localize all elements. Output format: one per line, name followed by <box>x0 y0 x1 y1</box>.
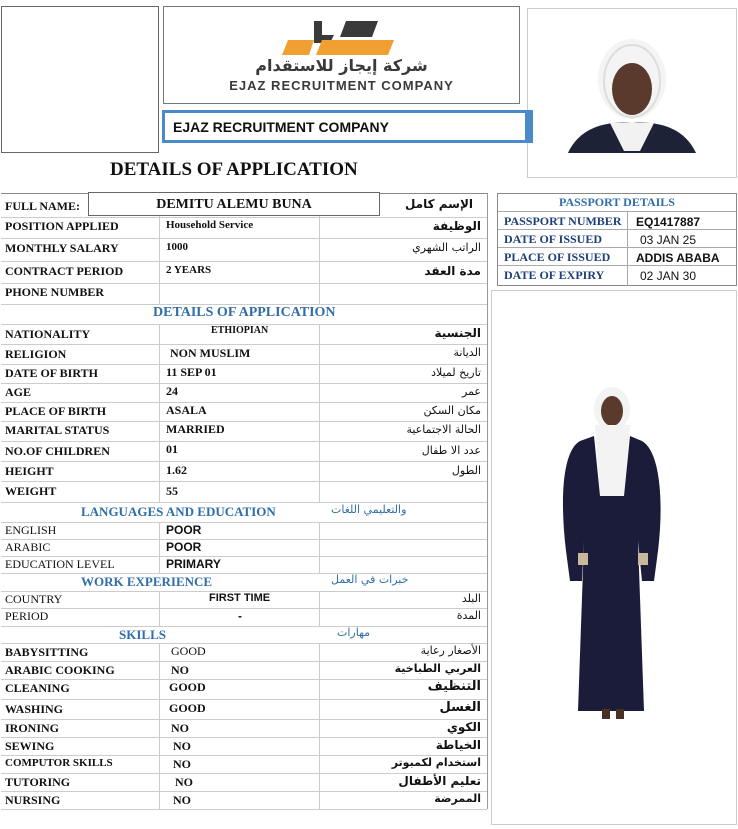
logo-arabic-text: شركة إيجاز للاستقدام <box>255 56 428 75</box>
portrait-image-icon <box>528 9 736 177</box>
passport-row <box>498 265 736 286</box>
table-row <box>1 608 487 627</box>
row-label: ENGLISH <box>5 523 57 537</box>
table-row <box>1 441 487 462</box>
row-arabic: الجنسية <box>434 326 481 340</box>
row-arabic: عدد الا طفال <box>421 444 481 457</box>
full-body-photo <box>491 290 737 825</box>
row-label: MARITAL STATUS <box>5 423 110 437</box>
row-arabic: الديانة <box>453 346 481 359</box>
row-arabic: مكان السكن <box>423 404 481 417</box>
full-name-arabic: الإسم كامل <box>404 197 473 211</box>
skill-row <box>1 699 487 720</box>
skill-label: BABYSITTING <box>5 645 89 659</box>
skill-arabic: التنظيف <box>427 679 481 694</box>
row-label: RELIGION <box>5 347 67 361</box>
row-label: AGE <box>5 385 32 399</box>
full-body-image-icon <box>492 291 736 824</box>
grid-divider <box>159 324 160 502</box>
row-value: POOR <box>166 523 202 537</box>
full-name-value: DEMITU ALEMU BUNA <box>88 192 380 216</box>
full-name-label: FULL NAME: <box>5 199 80 213</box>
skill-arabic: تعليم الأطفال <box>398 774 481 788</box>
row-value: FIRST TIME <box>209 592 271 604</box>
row-label: CONTRACT PERIOD <box>5 264 124 278</box>
passport-value: 02 JAN 30 <box>640 269 697 283</box>
passport-label: PASSPORT NUMBER <box>504 214 622 228</box>
skill-label: COMPUTOR SKILLS <box>5 757 113 769</box>
languages-section-header <box>1 502 487 523</box>
skills-header-text: SKILLS <box>119 627 166 642</box>
row-arabic: الراتب الشهري <box>412 241 481 254</box>
portrait-photo <box>527 8 737 178</box>
skill-row <box>1 755 487 774</box>
languages-header-text: LANGUAGES AND EDUCATION <box>81 504 276 519</box>
skill-label: NURSING <box>5 793 61 807</box>
passport-value: 03 JAN 25 <box>640 233 697 247</box>
skill-value: NO <box>173 793 191 807</box>
skill-arabic: العربي الطباخية <box>394 662 481 675</box>
table-row <box>1 556 487 574</box>
skill-arabic: استخدام لكمبوتر <box>391 756 481 769</box>
row-label: HEIGHT <box>5 464 54 478</box>
skill-value: NO <box>173 739 191 753</box>
row-label: PLACE OF BIRTH <box>5 404 107 418</box>
grid-divider <box>159 216 160 304</box>
row-value: PRIMARY <box>166 557 221 571</box>
passport-value: ADDIS ABABA <box>636 251 720 265</box>
skill-value: GOOD <box>171 644 206 658</box>
row-value: 1.62 <box>166 463 187 477</box>
skill-row <box>1 719 487 738</box>
table-row <box>1 238 487 262</box>
table-row <box>1 344 487 365</box>
table-row <box>1 591 487 609</box>
blank-photo-frame <box>1 6 159 153</box>
row-arabic: الحالة الاجتماعية <box>406 423 481 436</box>
page-title: DETAILS OF APPLICATION <box>110 159 358 180</box>
row-value: ASALA <box>166 403 207 417</box>
details-header-text: DETAILS OF APPLICATION <box>153 305 336 320</box>
table-row <box>1 324 487 345</box>
passport-row <box>498 247 736 266</box>
skill-arabic: الخياطة <box>435 738 481 752</box>
grid-divider <box>319 324 320 502</box>
grid-divider <box>159 643 160 809</box>
row-value: 2 YEARS <box>166 264 212 276</box>
table-row <box>1 481 487 503</box>
work-section-header <box>1 573 487 592</box>
skill-label: IRONING <box>5 721 60 735</box>
row-value: 24 <box>166 384 178 398</box>
table-row <box>1 539 487 557</box>
row-arabic: تاريخ لميلاد <box>431 366 481 379</box>
skill-row <box>1 737 487 756</box>
skill-row <box>1 643 487 662</box>
grid-divider <box>319 643 320 809</box>
languages-header-arabic: والتعليمي اللغات <box>331 503 407 516</box>
row-value: Household Service <box>166 219 254 231</box>
skill-arabic: الغسل <box>439 700 481 715</box>
row-label: ARABIC <box>5 540 51 554</box>
skills-header-arabic: مهارات <box>337 626 371 639</box>
row-value: - <box>238 609 242 623</box>
passport-details-table <box>497 193 737 286</box>
passport-row <box>498 211 736 230</box>
row-label: DATE OF BIRTH <box>5 366 98 380</box>
company-name-bar <box>162 110 528 143</box>
table-row <box>1 522 487 540</box>
skill-label: TUTORING <box>5 775 71 789</box>
row-value: 55 <box>166 484 178 498</box>
table-row <box>1 421 487 442</box>
row-label: MONTHLY SALARY <box>5 241 119 255</box>
table-row <box>1 402 487 422</box>
skill-value: NO <box>171 663 189 677</box>
row-value: 11 SEP 01 <box>166 365 217 379</box>
grid-divider <box>319 591 320 626</box>
skill-row <box>1 791 487 810</box>
skill-label: WASHING <box>5 702 64 716</box>
skill-row <box>1 679 487 700</box>
row-value: 1000 <box>166 241 188 253</box>
skill-value: NO <box>173 757 191 771</box>
row-arabic: المدة <box>456 609 481 622</box>
passport-label: PLACE OF ISSUED <box>504 250 611 264</box>
skill-label: CLEANING <box>5 681 70 695</box>
row-value: 01 <box>166 442 178 456</box>
row-label: EDUCATION LEVEL <box>5 557 115 571</box>
passport-value: EQ1417887 <box>636 215 701 229</box>
grid-divider <box>159 522 160 573</box>
passport-label: DATE OF EXPIRY <box>504 268 605 282</box>
skill-value: GOOD <box>169 701 206 715</box>
row-label: NO.OF CHILDREN <box>5 444 110 458</box>
table-row <box>1 364 487 384</box>
row-arabic: الوظيفة <box>432 219 481 233</box>
skills-section-header <box>1 626 487 644</box>
skill-label: SEWING <box>5 739 55 753</box>
full-name-row <box>1 193 487 218</box>
logo-english-text: EJAZ RECRUITMENT COMPANY <box>229 78 454 93</box>
table-row <box>1 216 487 239</box>
row-label: PERIOD <box>5 609 49 623</box>
row-label: POSITION APPLIED <box>5 219 119 233</box>
work-header-text: WORK EXPERIENCE <box>81 574 213 589</box>
work-header-arabic: خبرات في العمل <box>331 573 409 586</box>
skill-row <box>1 661 487 680</box>
skill-label: ARABIC COOKING <box>5 663 115 677</box>
row-arabic: مدة العقد <box>424 264 481 278</box>
row-value: POOR <box>166 540 202 554</box>
row-label: WEIGHT <box>5 484 57 498</box>
skill-value: NO <box>171 721 189 735</box>
grid-divider <box>319 522 320 573</box>
table-row <box>1 261 487 284</box>
skill-arabic: الممرضة <box>434 792 481 805</box>
row-arabic: الطول <box>451 464 481 477</box>
row-label: COUNTRY <box>5 592 63 606</box>
row-value: MARRIED <box>166 422 225 436</box>
bar-accent <box>525 110 533 143</box>
row-value: ETHIOPIAN <box>211 325 269 336</box>
row-arabic: البلد <box>461 592 481 605</box>
company-name-text: EJAZ RECRUITMENT COMPANY <box>173 119 389 135</box>
grid-divider <box>159 591 160 626</box>
skill-arabic: الكوي <box>446 720 481 734</box>
table-row <box>1 283 487 305</box>
skill-row <box>1 773 487 792</box>
details-section-header <box>1 304 487 325</box>
company-logo <box>163 6 520 104</box>
passport-label: DATE OF ISSUED <box>504 232 603 246</box>
grid-divider <box>319 216 320 304</box>
table-right-border <box>487 193 488 809</box>
skill-value: GOOD <box>169 680 206 694</box>
table-row <box>1 383 487 403</box>
passport-row <box>498 229 736 248</box>
skill-value: NO <box>175 775 193 789</box>
passport-header: PASSPORT DETAILS <box>559 195 675 209</box>
skill-arabic: الأصغار رعاية <box>420 644 481 657</box>
row-label: PHONE NUMBER <box>5 285 104 299</box>
row-arabic: عمر <box>462 385 481 398</box>
row-value: NON MUSLIM <box>170 346 251 360</box>
table-row <box>1 461 487 482</box>
row-label: NATIONALITY <box>5 327 91 341</box>
